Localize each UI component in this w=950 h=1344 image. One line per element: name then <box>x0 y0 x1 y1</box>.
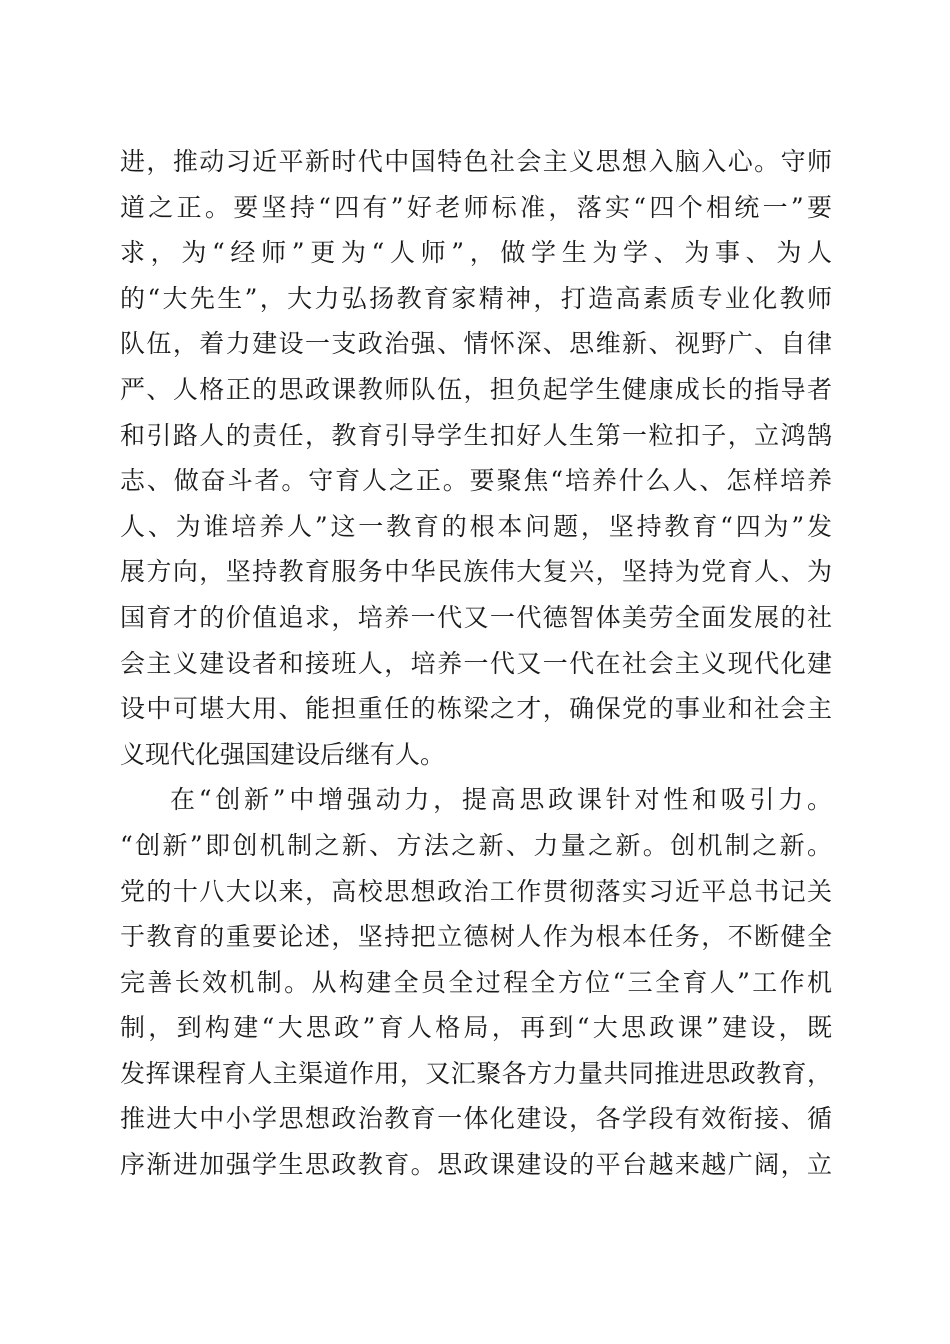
paragraph-end-line: 义现代化强国建设后继有人。 <box>120 739 446 769</box>
text-line: 党的十八大以来，高校思想政治工作贯彻落实习近平总书记关 <box>120 876 832 906</box>
paragraph-heading-line: 在“创新”中增强动力，提高思政课针对性和吸引力。 <box>170 785 832 815</box>
body-text <box>120 139 832 1188</box>
text-line: 国育才的价值追求，培养一代又一代德智体美劳全面发展的社 <box>120 602 832 632</box>
text-line: 道之正。要坚持“四有”好老师标准，落实“四个相统一”要 <box>120 192 832 222</box>
text-line: 进，推动习近平新时代中国特色社会主义思想入脑入心。守师 <box>120 147 832 176</box>
text-line: 和引路人的责任，教育引导学生扣好人生第一粒扣子，立鸿鹄 <box>120 420 832 450</box>
text-line: 发挥课程育人主渠道作用，又汇聚各方力量共同推进思政教育， <box>120 1058 832 1088</box>
text-line: 会主义建设者和接班人，培养一代又一代在社会主义现代化建 <box>120 648 832 678</box>
text-line: 展方向，坚持教育服务中华民族伟大复兴，坚持为党育人、为 <box>120 557 832 587</box>
text-line: 志、做奋斗者。守育人之正。要聚焦“培养什么人、怎样培养 <box>120 466 832 496</box>
text-line: 严、人格正的思政课教师队伍，担负起学生健康成长的指导者 <box>120 374 832 404</box>
text-line: 设中可堪大用、能担重任的栋梁之才，确保党的事业和社会主 <box>120 694 832 724</box>
text-line: 队伍，着力建设一支政治强、情怀深、思维新、视野广、自律 <box>120 329 832 359</box>
text-line: “创新”即创机制之新、方法之新、力量之新。创机制之新。 <box>120 830 832 860</box>
text-line: 推进大中小学思想政治教育一体化建设，各学段有效衔接、循 <box>120 1104 832 1134</box>
text-line: 人、为谁培养人”这一教育的根本问题，坚持教育“四为”发 <box>120 511 832 541</box>
text-line: 制，到构建“大思政”育人格局，再到“大思政课”建设，既 <box>120 1013 832 1043</box>
text-line: 的“大先生”，大力弘扬教育家精神，打造高素质专业化教师 <box>120 283 832 313</box>
text-line: 于教育的重要论述，坚持把立德树人作为根本任务，不断健全 <box>120 922 832 952</box>
text-line: 求，为“经师”更为“人师”，做学生为学、为事、为人 <box>120 238 832 268</box>
text-line: 序渐进加强学生思政教育。思政课建设的平台越来越广阔，立 <box>120 1150 832 1180</box>
text-line: 完善长效机制。从构建全员全过程全方位“三全育人”工作机 <box>120 967 832 997</box>
